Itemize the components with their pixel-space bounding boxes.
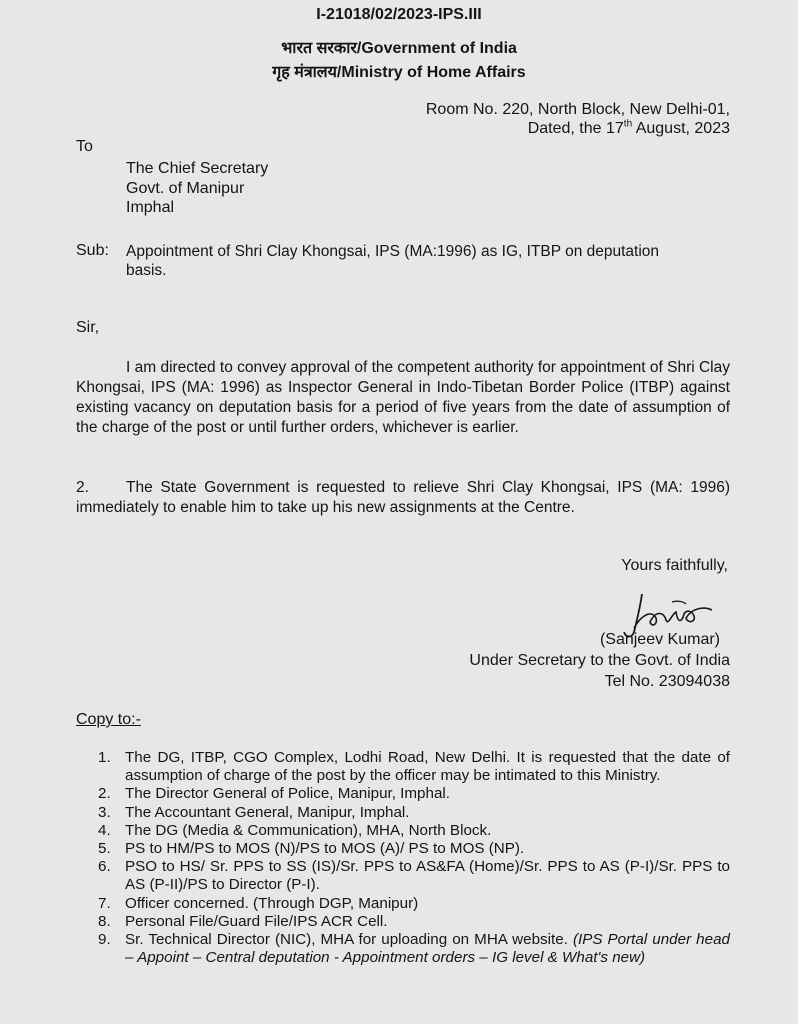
- signatory-telephone: Tel No. 23094038: [604, 673, 730, 690]
- closing: Yours faithfully,: [621, 557, 728, 574]
- paragraph-2-number: 2.: [76, 479, 89, 496]
- ministry-name: गृह मंत्रालय/Ministry of Home Affairs: [272, 64, 526, 81]
- copy-to-list: [98, 749, 730, 967]
- subject-label: Sub:: [76, 242, 109, 259]
- list-item: 3. The Accountant General, Manipur, Imphal.: [98, 803, 410, 821]
- recipient-line-1: The Chief Secretary: [126, 160, 269, 177]
- subject-line-2: basis.: [126, 262, 167, 279]
- letter-date: Dated, the 17th August, 2023: [527, 118, 730, 137]
- office-address: Room No. 220, North Block, New Delhi-01,: [425, 101, 730, 118]
- list-item: 8. Personal File/Guard File/IPS ACR Cell.: [98, 912, 388, 930]
- salutation: Sir,: [76, 319, 100, 336]
- list-item: 5. PS to HM/PS to MOS (N)/PS to MOS (A)/ PS to MOS (NP).: [98, 840, 525, 858]
- list-item: 4. The DG (Media & Communication), MHA, North Block.: [98, 821, 492, 839]
- subject-line-1: Appointment of Shri Clay Khongsai, IPS (MA:1996) as IG, ITBP on deputation: [126, 243, 660, 260]
- copy-to-heading: Copy to:-: [76, 711, 141, 728]
- recipient-line-2: Govt. of Manipur: [126, 180, 245, 197]
- list-item: 1. The DG, ITBP, CGO Complex, Lodhi Road, New Delhi. It is requested that the date of assumption of charge of the post by the officer may be intimated to this Ministry.: [98, 749, 730, 785]
- signatory-name: (Sanjeev Kumar): [599, 631, 720, 648]
- list-item: 6. PSO to HS/ Sr. PPS to SS (IS)/Sr. PPS to AS&FA (Home)/Sr. PPS to AS (P-I)/Sr. PPS to AS (P-II)/PS to Director (P-I).: [98, 858, 730, 894]
- list-item: 9. Sr. Technical Director (NIC), MHA for uploading on MHA website. (IPS Portal under head – Appoint – Central deputation - Appointment orders – IG level & What's new): [98, 931, 730, 967]
- recipient-line-3: Imphal: [126, 199, 175, 216]
- file-number: I-21018/02/2023-IPS.III: [316, 6, 482, 23]
- to-label: To: [76, 138, 93, 155]
- government-name: भारत सरकार/Government of India: [281, 40, 517, 57]
- list-item: 7. Officer concerned. (Through DGP, Manipur): [98, 894, 419, 912]
- signatory-designation: Under Secretary to the Govt. of India: [469, 652, 730, 669]
- paragraph-2-text: The State Government is requested to relieve Shri Clay Khongsai, IPS (MA: 1996) immediately to enable him to take up his new assignments at the Centre.: [76, 479, 730, 516]
- body-paragraph-1: I am directed to convey approval of the competent authority for appointment of Shri Clay Khongsai, IPS (MA: 1996) as Inspector General in Indo-Tibetan Border Police (ITBP) against existing vacancy on deputation basis for a period of five years from the date of assumption of the charge of the post or until further orders, whichever is earlier.: [76, 359, 730, 436]
- list-item: 2. The Director General of Police, Manipur, Imphal.: [98, 785, 450, 803]
- body-paragraph-2: [76, 478, 730, 518]
